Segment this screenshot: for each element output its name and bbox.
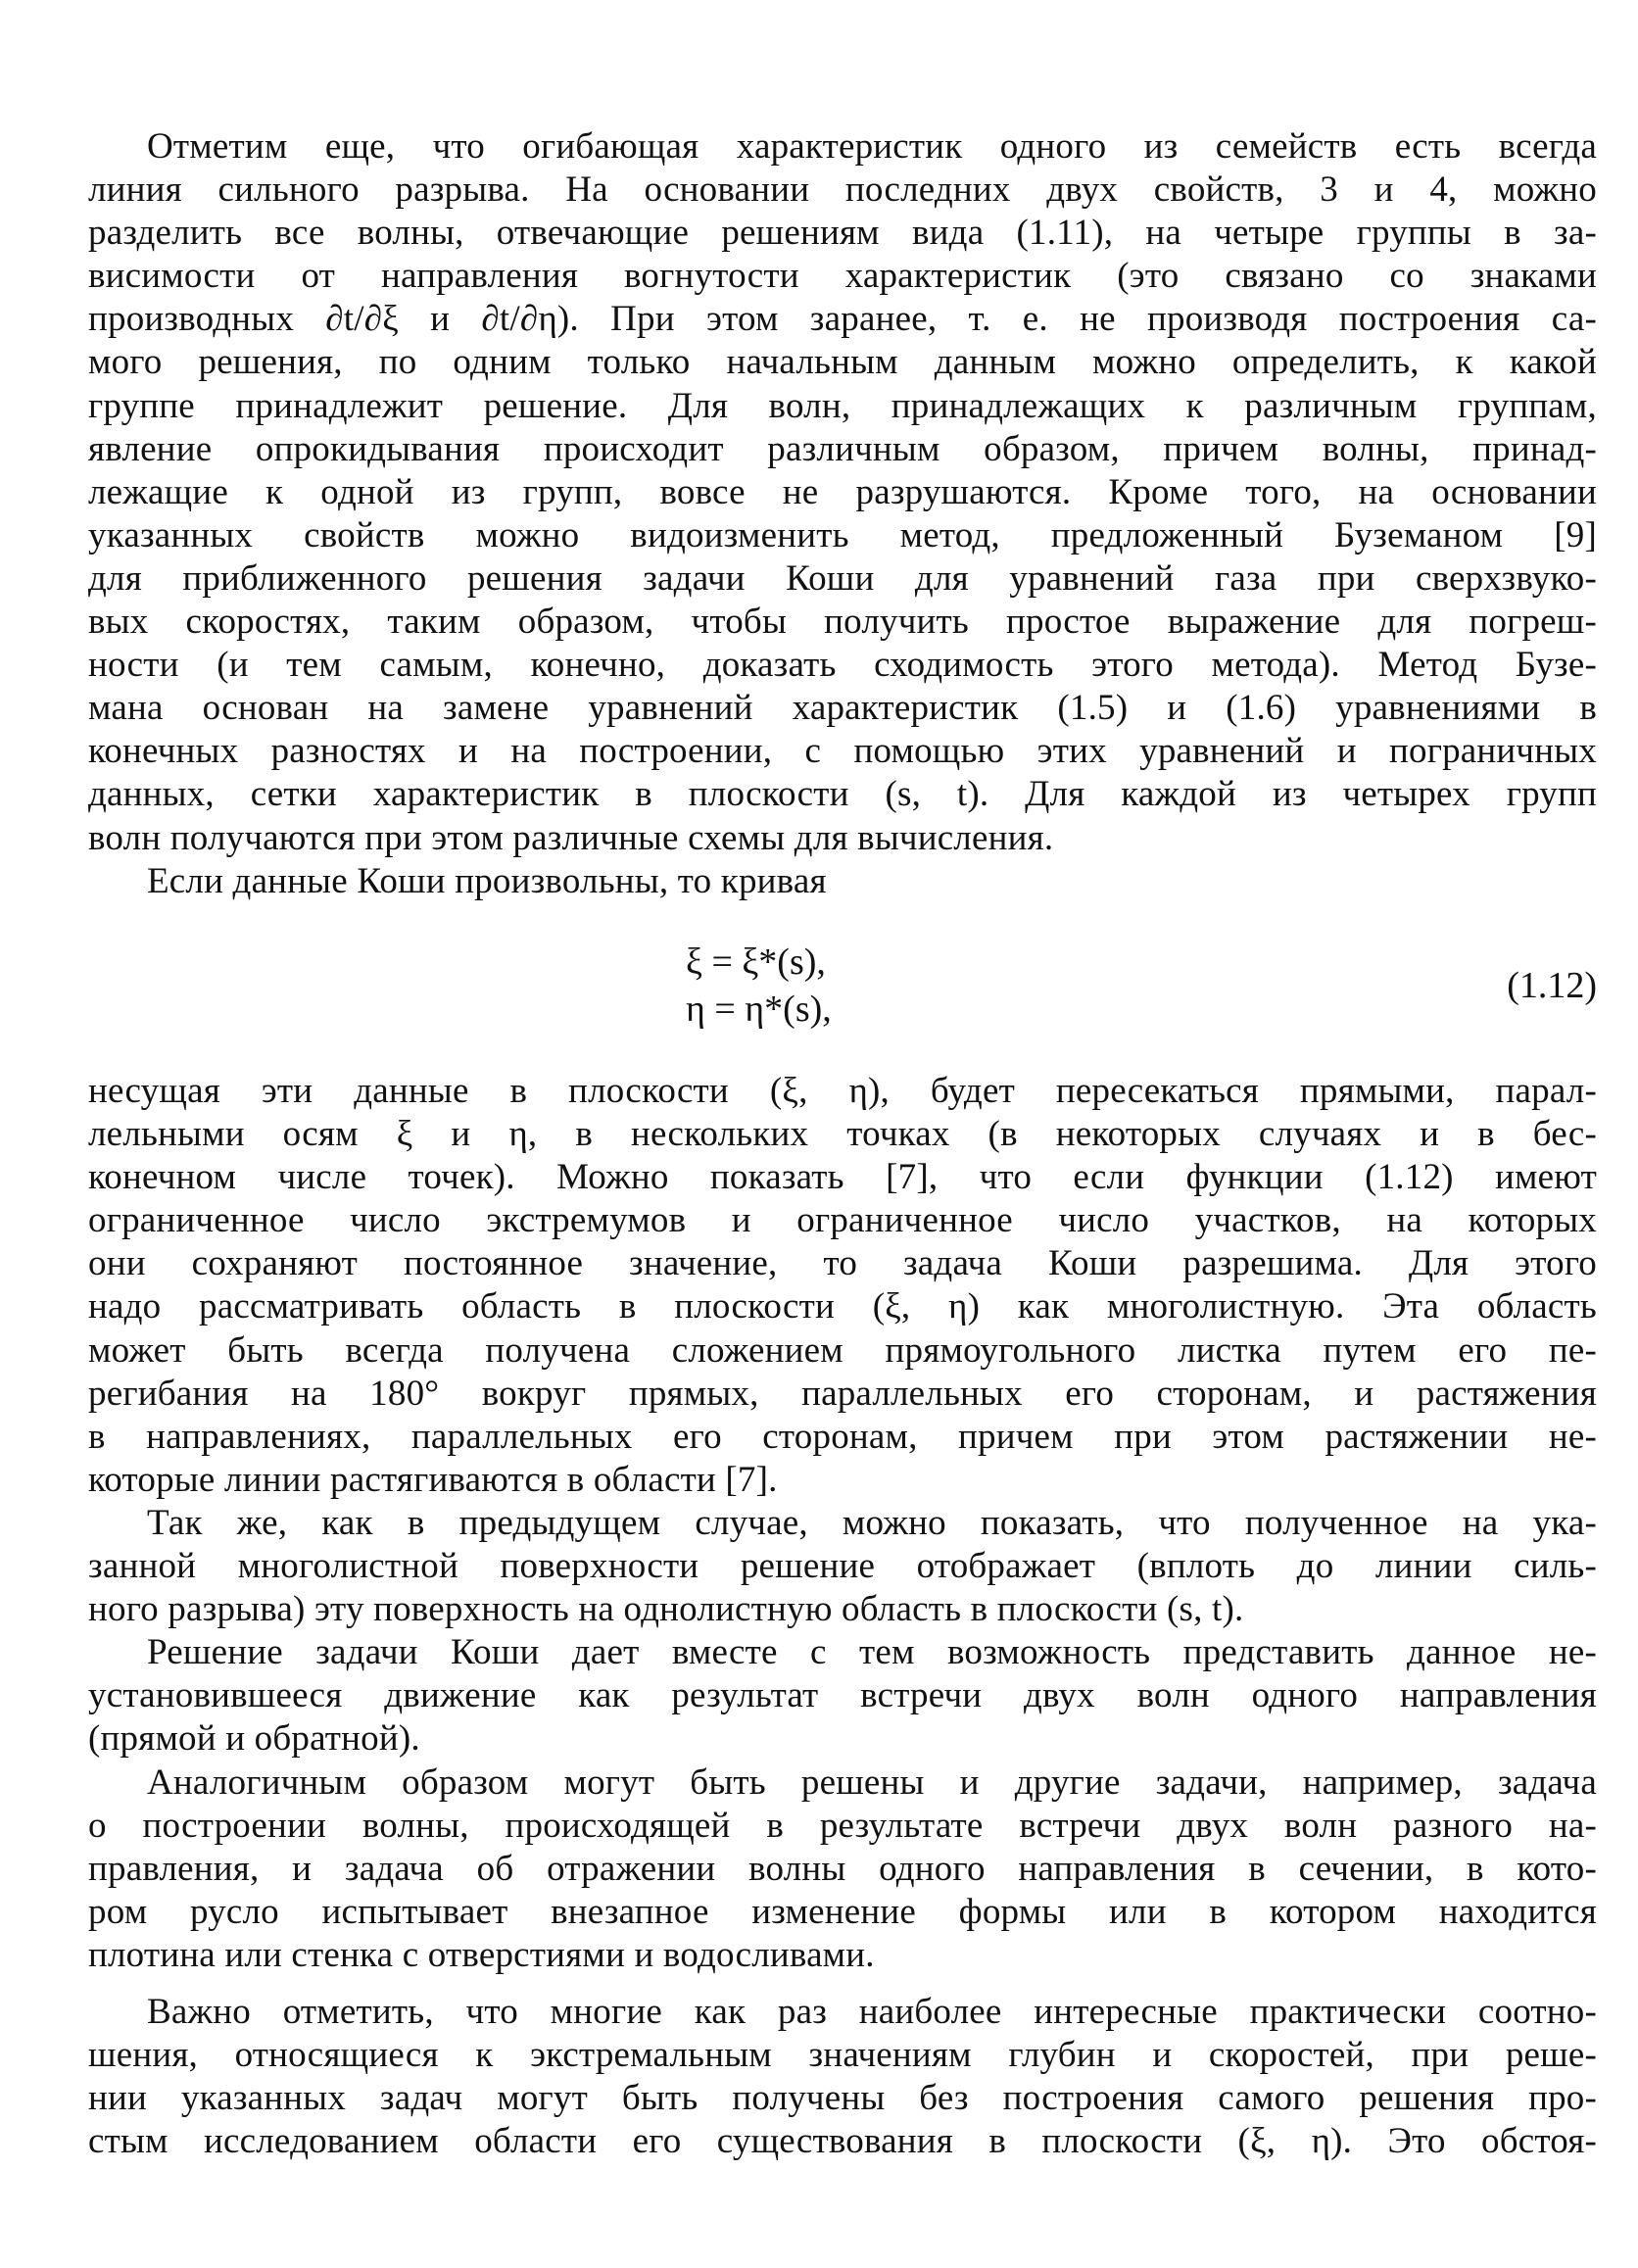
text-line: Важно отметить, что многие как раз наиболее интересные практически соотно-	[147, 1991, 1597, 2032]
text-line: может быть всегда получена сложением прямоугольного листка путем его пе-	[88, 1329, 1597, 1371]
text-block-1	[88, 125, 1597, 903]
equation-line-eta: η = η*(s),	[686, 989, 832, 1030]
text-line: Если данные Коши произвольны, то кривая	[147, 860, 827, 901]
text-line: о построении волны, происходящей в результате встречи двух волн разного на-	[88, 1805, 1597, 1846]
text-line: группе принадлежит решение. Для волн, принадлежащих к различным группам,	[88, 385, 1597, 426]
text-line: Отметим еще, что огибающая характеристик одного из семейств есть всегда	[147, 126, 1597, 167]
text-line: лельными осям ξ и η, в нескольких точках (в некоторых случаях и в бес-	[88, 1114, 1597, 1155]
text-line: явление опрокидывания происходит различным образом, причем волны, принад-	[88, 428, 1597, 469]
text-line: ром русло испытывает внезапное изменение формы или в котором находится	[88, 1891, 1597, 1932]
text-line: лежащие к одной из групп, вовсе не разрушаются. Кроме того, на основании	[88, 471, 1597, 512]
text-line: волн получаются при этом различные схемы для вычисления.	[88, 817, 1054, 858]
text-line: конечном числе точек). Можно показать [7], что если функции (1.12) имеют	[88, 1157, 1597, 1198]
text-line: ного разрыва) эту поверхность на однолистную область в плоскости (s, t).	[88, 1589, 1244, 1630]
text-line: несущая эти данные в плоскости (ξ, η), будет пересекаться прямыми, парал-	[88, 1071, 1597, 1111]
text-line: в направлениях, параллельных его сторонам, причем при этом растяжении не-	[88, 1416, 1597, 1457]
equation-1-12	[0, 941, 1638, 1048]
text-line: для приближенного решения задачи Коши для уравнений газа при сверхзвуко-	[88, 557, 1597, 599]
text-line: конечных разностях и на построении, с помощью этих уравнений и пограничных	[88, 731, 1597, 772]
equation-number: (1.12)	[1507, 965, 1597, 1006]
text-line: установившееся движение как результат встречи двух волн одного направления	[88, 1675, 1597, 1716]
text-line: ограниченное число экстремумов и ограниченное число участков, на которых	[88, 1200, 1597, 1241]
text-line: нии указанных задач могут быть получены без построения самого решения про-	[88, 2078, 1597, 2119]
text-line: они сохраняют постоянное значение, то задача Коши разрешима. Для этого	[88, 1243, 1597, 1284]
text-line: мого решения, по одним только начальным данным можно определить, к какой	[88, 342, 1597, 383]
text-line: данных, сетки характеристик в плоскости (s, t). Для каждой из четырех групп	[88, 774, 1597, 815]
text-line: надо рассматривать область в плоскости (ξ, η) как многолистную. Эта область	[88, 1286, 1597, 1327]
text-line: занной многолистной поверхности решение отображает (вплоть до линии силь-	[88, 1546, 1597, 1587]
text-line: разделить все волны, отвечающие решениям вида (1.11), на четыре группы в за-	[88, 213, 1597, 254]
text-line: (прямой и обратной).	[88, 1718, 420, 1760]
text-line: висимости от направления вогнутости характеристик (это связано со знаками	[88, 256, 1597, 297]
text-block-2	[88, 1070, 1597, 2163]
text-line: правления, и задача об отражении волны одного направления в сечении, в кото-	[88, 1848, 1597, 1889]
text-line: которые линии растягиваются в области [7].	[88, 1459, 778, 1500]
text-line: регибания на 180° вокруг прямых, параллельных его сторонам, и растяжения	[88, 1373, 1597, 1414]
text-line: указанных свойств можно видоизменить метод, предложенный Буземаном [9]	[88, 514, 1597, 555]
text-line: производных ∂t/∂ξ и ∂t/∂η). При этом заранее, т. е. не производя построения са-	[88, 299, 1597, 340]
text-line: Так же, как в предыдущем случае, можно показать, что полученное на ука-	[147, 1502, 1597, 1543]
text-line: Решение задачи Коши дает вместе с тем возможность представить данное не-	[147, 1632, 1597, 1673]
text-line: вых скоростях, таким образом, чтобы получить простое выражение для погреш-	[88, 602, 1597, 643]
text-line: ности (и тем самым, конечно, доказать сходимость этого метода). Метод Бузе-	[88, 645, 1597, 686]
text-line: линия сильного разрыва. На основании последних двух свойств, 3 и 4, можно	[88, 169, 1597, 211]
text-line: плотина или стенка с отверстиями и водосливами.	[88, 1934, 875, 1975]
equation-line-xi: ξ = ξ*(s),	[686, 941, 826, 983]
text-line: шения, относящиеся к экстремальным значениям глубин и скоростей, при реше-	[88, 2035, 1597, 2076]
text-line: стым исследованием области его существования в плоскости (ξ, η). Это обстоя-	[88, 2121, 1597, 2162]
text-line: мана основан на замене уравнений характеристик (1.5) и (1.6) уравнениями в	[88, 688, 1597, 729]
text-line: Аналогичным образом могут быть решены и другие задачи, например, задача	[147, 1761, 1597, 1803]
